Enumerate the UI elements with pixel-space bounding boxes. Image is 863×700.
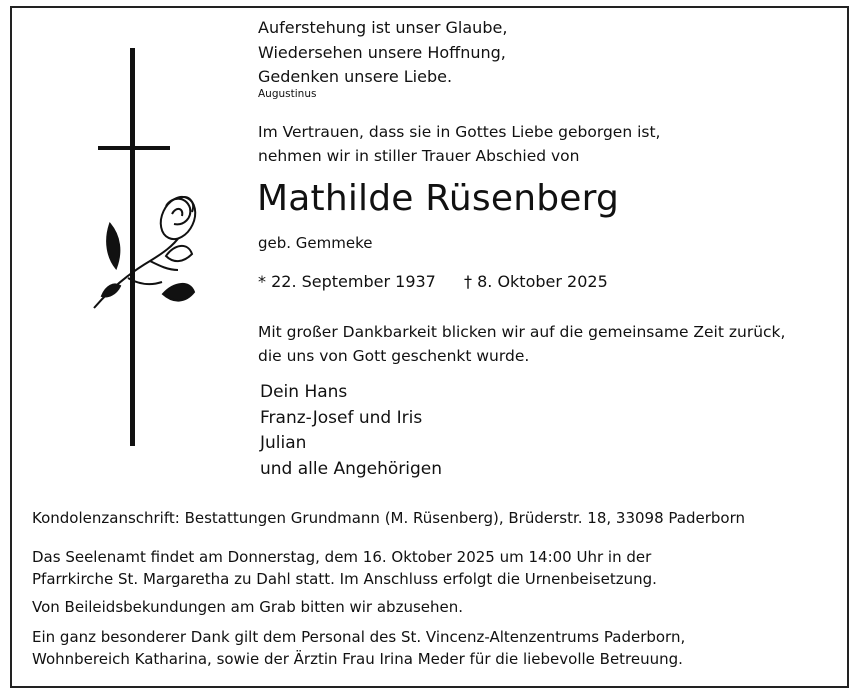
final-thanks-line: Wohnbereich Katharina, sowie der Ärztin Frau Irina Meder für die liebevolle Betreuung. [32, 650, 683, 668]
requiem-line: Das Seelenamt findet am Donnerstag, dem 16. Oktober 2025 um 14:00 Uhr in der [32, 548, 652, 566]
no-condolences-note: Von Beileidsbekundungen am Grab bitten wir abzusehen. [32, 598, 464, 616]
verse-line: Auferstehung ist unser Glaube, [258, 18, 508, 37]
birth-date: * 22. September 1937 [258, 272, 436, 291]
family-member: Julian [260, 433, 307, 453]
final-thanks-line: Ein ganz besonderer Dank gilt dem Personal des St. Vincenz-Altenzentrums Paderborn, [32, 628, 686, 646]
thanks-line: die uns von Gott geschenkt wurde. [258, 347, 530, 365]
thanks-text [258, 320, 785, 368]
thanks-line: Mit großer Dankbarkeit blicken wir auf die gemeinsame Zeit zurück, [258, 323, 786, 341]
rose-icon [94, 191, 202, 308]
intro-line: Im Vertrauen, dass sie in Gottes Liebe geborgen ist, [258, 123, 661, 141]
verse-source: Augustinus [258, 88, 317, 100]
family-member: und alle Angehörigen [260, 458, 443, 479]
deceased-name: Mathilde Rüsenberg [257, 178, 620, 219]
requiem-notice [32, 546, 657, 590]
requiem-line: Pfarrkirche St. Margaretha zu Dahl statt. Im Anschluss erfolgt die Urnenbeisetzung. [32, 570, 657, 588]
family-list [260, 380, 442, 482]
family-member: Franz-Josef und Iris [260, 407, 423, 428]
verse-line: Gedenken unsere Liebe. [258, 67, 453, 86]
birth-name: geb. Gemmeke [258, 234, 373, 252]
verse [258, 16, 507, 90]
cross-icon [88, 46, 208, 448]
intro-line: nehmen wir in stiller Trauer Abschied von [258, 147, 580, 165]
death-date: † 8. Oktober 2025 [464, 272, 608, 291]
final-thanks [32, 626, 685, 670]
verse-line: Wiedersehen unsere Hoffnung, [258, 42, 506, 62]
condolence-address: Kondolenzanschrift: Bestattungen Grundmann (M. Rüsenberg), Brüderstr. 18, 33098 Paderborn [32, 509, 745, 527]
family-member: Dein Hans [260, 382, 348, 402]
intro-text [258, 120, 661, 168]
